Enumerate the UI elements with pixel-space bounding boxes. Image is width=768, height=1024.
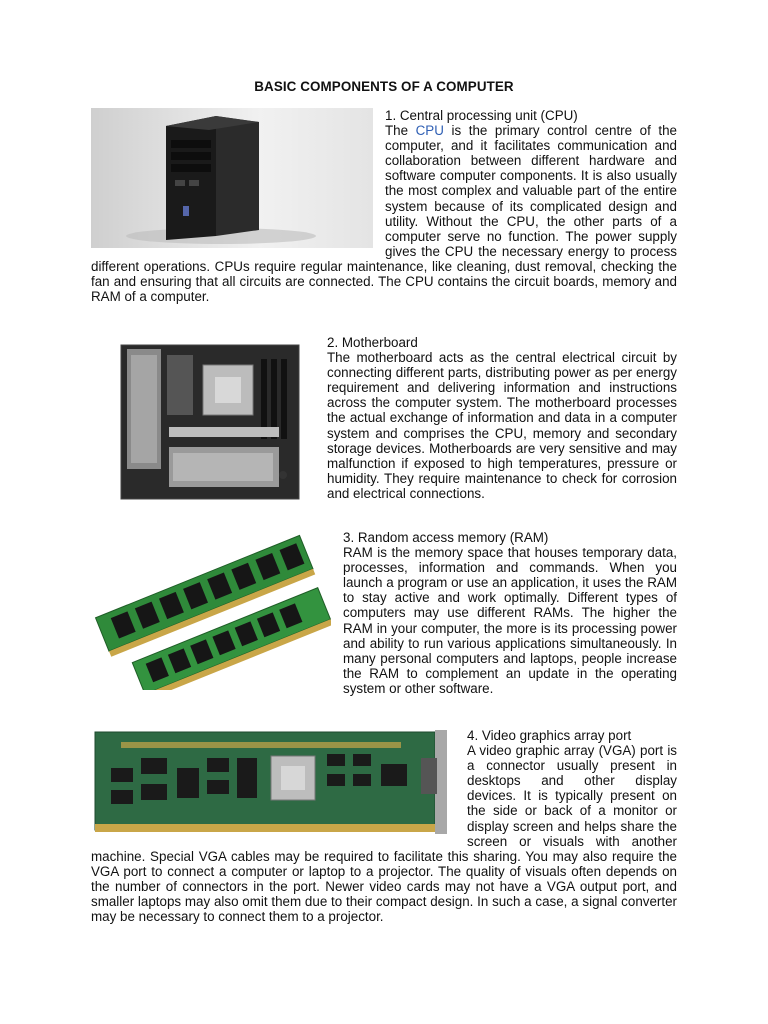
section-vga	[91, 728, 677, 924]
page-title: BASIC COMPONENTS OF A COMPUTER	[254, 79, 514, 94]
section-cpu	[91, 108, 677, 304]
section-ram	[91, 530, 677, 696]
section-heading: 1. Central processing unit (CPU)	[385, 108, 578, 123]
section-motherboard	[91, 335, 677, 507]
section-heading: 4. Video graphics array port	[467, 728, 632, 743]
ram-modules-photo	[91, 530, 331, 690]
vga-card-photo	[91, 728, 457, 838]
cpu-tower-photo	[91, 108, 373, 248]
section-body: A video graphic array (VGA) port is a connector usually present in desktops and other display devices. It is typically present on the side or back of a monitor or display screen and helps share the screen or visuals with another machine. Special VGA cables may be required to facilitate this sharing. You may also require the VGA port to connect a computer or laptop to a projector. The quality of visuals often depends on the number of connectors in the port. Newer video cards may not have a VGA output port, and smaller laptops may also omit them due to their compact design. In such a case, a signal converter may be necessary to connect them to a projector.	[91, 743, 677, 925]
motherboard-photo	[103, 335, 315, 507]
cpu-link[interactable]: CPU	[415, 123, 444, 139]
section-body: RAM is the memory space that houses temporary data, processes, information and commands. When you launch a program or use an application, it uses the RAM to stay active and work optimally. Different types of computers may use different RAMs. The higher the RAM in your computer, the more is its processing power and ability to run various applications simultaneously. In many personal computers and laptops, people increase the RAM to complement an update in the operating system or other software.	[343, 545, 677, 696]
section-heading: 2. Motherboard	[327, 335, 418, 350]
section-body: The motherboard acts as the central electrical circuit by connecting different parts, distributing power as per energy requirement and delivering information and instructions across the computer system. The motherboard processes the actual exchange of information and data in a computer system and comprises the CPU, memory and secondary storage devices. Motherboards are very sensitive and may malfunction if exposed to high temperatures, pressure or humidity. They require maintenance to check for corrosion and electrical connections.	[327, 350, 677, 501]
section-heading: 3. Random access memory (RAM)	[343, 530, 549, 545]
section-body: The CPU is the primary control centre of the computer, and it facilitates communication and collaboration between different hardware and software computer components. It is also usually the most complex and valuable part of the entire system because of its complicated design and utility. Without the CPU, the other parts of a computer serve no function. The power supply gives the CPU the necessary energy to process different operations. CPUs require regular maintenance, like cleaning, dust removal, checking the fan and ensuring that all circuits are connected. The CPU contains the circuit boards, memory and RAM of a computer.	[91, 123, 677, 305]
